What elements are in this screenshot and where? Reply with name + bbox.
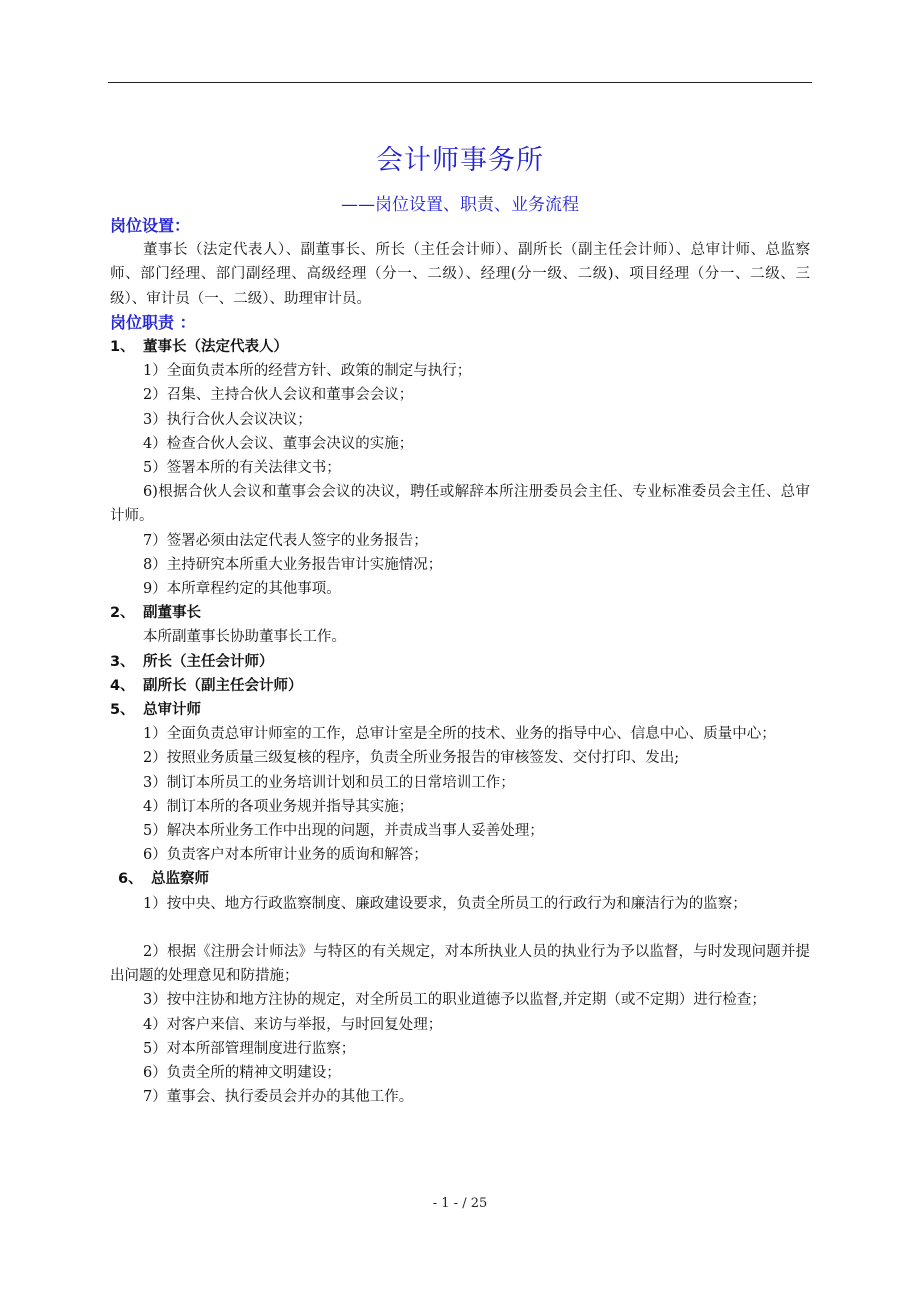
section-title: 副所长（副主任会计师） [143,677,303,694]
section-title: 总监察师 [151,871,209,888]
list-item: 9）本所章程约定的其他事项。 [143,581,341,598]
section-heading [110,601,810,625]
list-item: 2）召集、主持合伙人会议和董事会会议； [143,387,414,404]
list-item: 1）按中央、地方行政监察制度、廉政建设要求，负责全所员工的行政行为和廉洁行为的监察； [143,895,747,912]
section-number: 4、 [110,677,135,694]
list-item: 1）全面负责本所的经营方针、政策的制定与执行； [143,363,472,380]
duty-heading: 岗位职责 ： [110,312,196,332]
section-number: 1、 [110,339,135,356]
list-item: 7）董事会、执行委员会并办的其他工作。 [143,1089,414,1106]
list-item: 8）主持研究本所重大业务报告审计实施情况； [143,556,443,573]
section-heading [110,698,810,722]
section-number: 6、 [118,871,143,888]
list-item: 6）负责全所的精神文明建设； [143,1064,341,1081]
list-item: 4）对客户来信、来访与举报，与时回复处理； [143,1016,443,1033]
setup-heading: 岗位设置： [110,216,191,235]
list-item: 4）制订本所的各项业务规并指导其实施； [143,798,414,815]
list-item: 6）负责客户对本所审计业务的质询和解答； [143,847,428,864]
setup-text: 董事长（法定代表人）、副董事长、所长（主任会计师）、副所长（副主任会计师）、总审计师、总监察师、部门经理、部门副经理、高级经理（分一、二级）、经理(分一级、二级)、项目经理（分一、二级、三级）、审计员（一、二级）、助理审计员。 [110,242,810,307]
list-item: 6)根据合伙人会议和董事会会议的决议，聘任或解辞本所注册委员会主任、专业标准委员会主任、总审计师。 [110,484,810,525]
list-item: 1）全面负责总审计师室的工作，总审计室是全所的技术、业务的指导中心、信息中心、质量中心； [143,726,776,743]
list-item: 3）执行合伙人会议决议； [143,411,312,428]
section-title: 所长（主任会计师） [143,653,274,670]
blank-line [110,916,810,940]
list-item: 5）解决本所业务工作中出现的问题，并责成当事人妥善处理； [143,823,544,840]
section-heading [110,335,810,359]
list-item: 2）根据《注册会计师法》与特区的有关规定，对本所执业人员的执业行为予以监督，与时发现问题并提出问题的处理意见和防措施； [110,943,810,985]
section-title: 董事长（法定代表人） [143,339,288,356]
header-rule [108,82,812,83]
list-item: 2）按照业务质量三级复核的程序，负责全所业务报告的审核签发、交付打印、发出; [143,750,680,767]
list-item: 7）签署必须由法定代表人签字的业务报告； [143,532,428,549]
section-number: 5、 [110,702,135,719]
document-title: 会计师事务所 [376,145,544,176]
section-number: 2、 [110,605,135,622]
section-number: 3、 [110,653,135,670]
section-title: 副董事长 [143,605,201,622]
page-number: - 1 - / 25 [432,1196,488,1211]
section-heading [110,650,810,674]
section-heading [110,867,810,891]
list-item: 本所副董事长协助董事长工作。 [143,629,346,646]
list-item: 5）对本所部管理制度进行监察； [143,1040,356,1057]
list-item: 3）按中注协和地方注协的规定，对全所员工的职业道德予以监督,并定期（或不定期）进行检查； [143,992,766,1009]
list-item: 3）制订本所员工的业务培训计划和员工的日常培训工作； [143,774,515,791]
list-item: 5）签署本所的有关法律文书； [143,460,341,477]
document-subtitle: ——岗位设置、职责、业务流程 [341,195,579,215]
list-item: 4）检查合伙人会议、董事会决议的实施； [143,435,414,452]
document-body [110,214,810,1109]
section-title: 总审计师 [143,702,201,719]
section-heading [110,674,810,698]
